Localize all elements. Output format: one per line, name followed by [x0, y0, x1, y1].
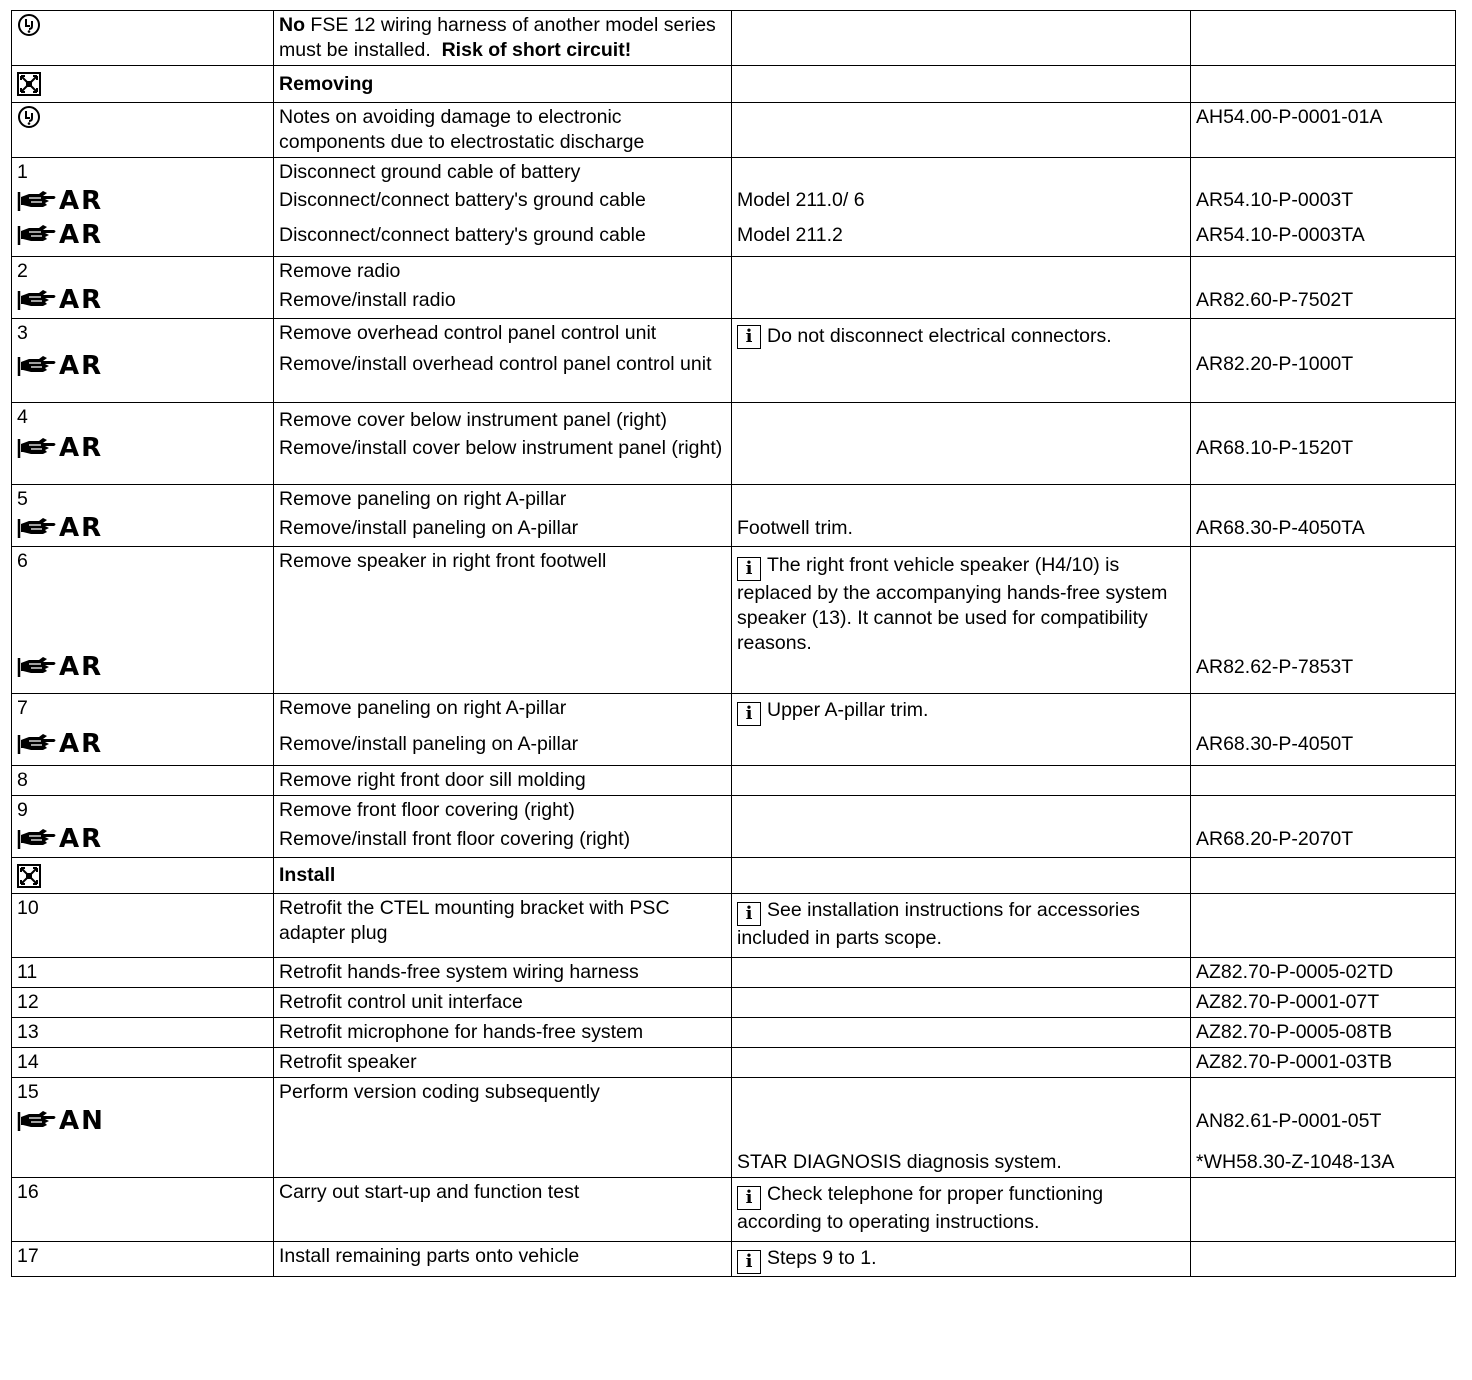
step-number-cell — [12, 894, 274, 958]
step-text-cell — [274, 1078, 732, 1178]
section-heading-install: Install — [279, 864, 336, 886]
step-number-cell — [12, 1078, 274, 1178]
step-text-cell — [274, 403, 732, 485]
note-cell — [732, 257, 1191, 319]
step-text-cell — [274, 958, 732, 988]
table-row — [12, 547, 1456, 694]
pointing-hand-icon — [17, 436, 57, 460]
section-heading-cell — [274, 66, 732, 103]
pointing-hand-icon — [17, 354, 57, 378]
ar-label: AR — [59, 729, 104, 759]
table-row — [12, 257, 1456, 319]
reference-cell — [1191, 1242, 1456, 1277]
pointing-hand-icon — [17, 732, 57, 756]
ar-reference-marker — [17, 286, 103, 314]
info-icon: i — [737, 325, 761, 349]
step-title: Retrofit control unit interface — [279, 991, 523, 1013]
step-text-cell — [274, 988, 732, 1018]
reference-link[interactable]: AR68.30-P-4050TA — [1196, 516, 1365, 539]
reference-link[interactable]: AR68.30-P-4050T — [1196, 732, 1354, 755]
pointing-hand-icon — [17, 655, 57, 679]
table-row — [12, 958, 1456, 988]
note-cell — [732, 403, 1191, 485]
ar-reference-marker — [17, 653, 103, 681]
step-text-cell — [274, 1242, 732, 1277]
reference-cell — [1191, 796, 1456, 858]
step-number-cell — [12, 158, 274, 257]
warning-bold-risk: Risk of short circuit! — [441, 39, 632, 61]
table-row — [12, 1048, 1456, 1078]
step-text-cell — [274, 485, 732, 547]
step-number: 9 — [17, 799, 28, 821]
note-cell — [732, 988, 1191, 1018]
info-icon: i — [737, 1250, 761, 1274]
info-icon: i — [737, 1186, 761, 1210]
reference-link[interactable]: AR82.20-P-1000T — [1196, 353, 1354, 375]
note-text: Footwell trim. — [737, 516, 853, 539]
ar-reference-marker — [17, 352, 103, 380]
step-text-cell — [274, 766, 732, 796]
step-number-cell — [12, 403, 274, 485]
step-text-cell — [274, 1178, 732, 1242]
step-number-cell — [12, 319, 274, 403]
reference-link[interactable]: AR82.62-P-7853T — [1196, 655, 1354, 678]
ar-label: AR — [59, 185, 104, 216]
step-number-cell — [12, 766, 274, 796]
ar-label: AR — [59, 220, 104, 250]
table-row — [12, 1178, 1456, 1242]
step-number: 4 — [17, 406, 28, 428]
step-title: Carry out start-up and function test — [279, 1181, 580, 1203]
table-row — [12, 1078, 1456, 1178]
exploded-view-icon — [17, 864, 41, 888]
step-number: 3 — [17, 322, 28, 344]
step-number: 8 — [17, 769, 28, 791]
reference-cell — [1191, 894, 1456, 958]
step-number: 13 — [17, 1021, 39, 1043]
reference-cell — [1191, 485, 1456, 547]
step-text-cell — [274, 257, 732, 319]
step-number-cell — [12, 988, 274, 1018]
sub-instruction: Remove/install front floor covering (right) — [279, 827, 631, 850]
step-text-cell — [274, 103, 732, 158]
reference-link[interactable]: AZ82.70-P-0005-02TD — [1196, 961, 1394, 983]
note-cell — [732, 796, 1191, 858]
reference-cell — [1191, 694, 1456, 766]
ar-reference-marker — [17, 514, 103, 542]
table-row — [12, 796, 1456, 858]
reference-link[interactable]: *WH58.30-Z-1048-13A — [1196, 1151, 1395, 1173]
icon-cell — [12, 858, 274, 894]
step-title: Remove right front door sill molding — [279, 769, 586, 791]
reference-cell — [1191, 1178, 1456, 1242]
table-row — [12, 319, 1456, 403]
table-row — [12, 858, 1456, 894]
step-title: Perform version coding subsequently — [279, 1081, 600, 1103]
table-row — [12, 766, 1456, 796]
sub-instruction: Remove/install cover below instrument panel (right) — [279, 437, 723, 459]
step-text-cell — [274, 894, 732, 958]
step-title: Remove paneling on right A-pillar — [279, 488, 567, 510]
pointing-hand-icon — [17, 516, 57, 540]
table-row — [12, 11, 1456, 66]
reference-link[interactable]: AZ82.70-P-0001-03TB — [1196, 1051, 1393, 1073]
section-heading-cell — [274, 858, 732, 894]
table-row — [12, 894, 1456, 958]
warning-text: FSE 12 wiring harness of another model series must be installed. — [279, 14, 722, 61]
reference-cell — [1191, 158, 1456, 257]
step-number-cell — [12, 1178, 274, 1242]
step-number: 5 — [17, 488, 28, 510]
warning-bold-no: No — [279, 14, 305, 36]
note-cell — [732, 858, 1191, 894]
exploded-view-icon — [17, 72, 41, 96]
reference-cell — [1191, 257, 1456, 319]
pointing-hand-icon — [17, 223, 57, 247]
ar-label: AR — [59, 433, 104, 463]
note-text: STAR DIAGNOSIS diagnosis system. — [737, 1151, 1062, 1173]
reference-cell — [1191, 1018, 1456, 1048]
step-title: Remove speaker in right front footwell — [279, 550, 607, 572]
ar-reference-marker — [17, 434, 103, 462]
note-cell — [732, 485, 1191, 547]
table-row — [12, 1242, 1456, 1277]
step-title: Remove paneling on right A-pillar — [279, 697, 567, 719]
reference-cell — [1191, 11, 1456, 66]
info-icon: i — [737, 702, 761, 726]
step-number-cell — [12, 547, 274, 694]
step-title: Remove cover below instrument panel (right) — [279, 409, 668, 431]
step-text-cell — [274, 1048, 732, 1078]
note-cell — [732, 766, 1191, 796]
esd-notes-text: Notes on avoiding damage to electronic components due to electrostatic discharge — [279, 106, 645, 153]
icon-cell — [12, 11, 274, 66]
info-note: Do not disconnect electrical connectors. — [767, 325, 1112, 347]
step-number: 12 — [17, 991, 39, 1013]
reference-link[interactable]: AZ82.70-P-0001-07T — [1196, 991, 1380, 1013]
table-row — [12, 988, 1456, 1018]
pointing-hand-icon — [17, 288, 57, 312]
reference-cell — [1191, 319, 1456, 403]
warning-icon — [17, 13, 41, 37]
step-title: Retrofit microphone for hands-free system — [279, 1021, 644, 1043]
step-title: Remove front floor covering (right) — [279, 799, 575, 821]
step-number: 6 — [17, 550, 28, 572]
reference-cell — [1191, 958, 1456, 988]
reference-link[interactable]: AZ82.70-P-0005-08TB — [1196, 1021, 1393, 1043]
note-cell — [732, 894, 1191, 958]
step-number-cell — [12, 1242, 274, 1277]
step-title: Retrofit the CTEL mounting bracket with PSC adapter plug — [279, 897, 670, 944]
model-note: Model 211.2 — [737, 223, 843, 246]
note-cell — [732, 66, 1191, 103]
pointing-hand-icon — [17, 827, 57, 851]
section-heading-removing: Removing — [279, 72, 374, 95]
reference-link[interactable]: AR68.10-P-1520T — [1196, 437, 1354, 459]
step-text-cell — [274, 11, 732, 66]
step-number: 2 — [17, 260, 28, 282]
step-text-cell — [274, 1018, 732, 1048]
step-title: Retrofit speaker — [279, 1051, 417, 1073]
reference-cell — [1191, 1048, 1456, 1078]
icon-cell — [12, 103, 274, 158]
sub-instruction: Remove/install paneling on A-pillar — [279, 732, 579, 755]
step-number: 7 — [17, 697, 28, 719]
ar-reference-marker — [17, 187, 103, 215]
reference-link[interactable]: AR82.60-P-7502T — [1196, 288, 1354, 311]
ar-reference-marker — [17, 730, 103, 758]
esd-reference-link[interactable]: AH54.00-P-0001-01A — [1196, 106, 1383, 128]
info-note: Steps 9 to 1. — [767, 1247, 877, 1269]
reference-link[interactable]: AR54.10-P-0003T — [1196, 189, 1354, 211]
info-note: See installation instructions for accessories included in parts scope. — [737, 899, 1140, 949]
step-title: Disconnect ground cable of battery — [279, 161, 581, 183]
table-row — [12, 66, 1456, 103]
step-text-cell — [274, 158, 732, 257]
reference-cell — [1191, 547, 1456, 694]
procedure-table — [11, 10, 1456, 1277]
step-number: 10 — [17, 897, 39, 919]
reference-cell — [1191, 988, 1456, 1018]
step-text-cell — [274, 796, 732, 858]
info-note: The right front vehicle speaker (H4/10) is replaced by the accompanying hands-free system speaker (13). It cannot be used for compatibility reasons. — [737, 554, 1168, 654]
table-row — [12, 403, 1456, 485]
step-number-cell — [12, 257, 274, 319]
icon-cell — [12, 66, 274, 103]
reference-cell — [1191, 766, 1456, 796]
reference-cell — [1191, 103, 1456, 158]
reference-cell — [1191, 403, 1456, 485]
note-cell — [732, 1078, 1191, 1178]
step-number: 15 — [17, 1081, 39, 1103]
sub-instruction: Disconnect/connect battery's ground cable — [279, 223, 646, 246]
table-row — [12, 158, 1456, 257]
warning-icon — [17, 105, 41, 129]
ar-reference-marker — [17, 221, 103, 249]
reference-link[interactable]: AR68.20-P-2070T — [1196, 827, 1354, 850]
sub-instruction: Remove/install overhead control panel control unit — [279, 353, 712, 375]
note-cell — [732, 1242, 1191, 1277]
an-reference-marker — [17, 1107, 105, 1135]
reference-cell — [1191, 858, 1456, 894]
step-number-cell — [12, 694, 274, 766]
step-number-cell — [12, 1018, 274, 1048]
ar-reference-marker — [17, 825, 103, 853]
step-number: 1 — [17, 161, 28, 183]
an-label: AN — [59, 1106, 105, 1136]
info-note: Upper A-pillar trim. — [767, 699, 929, 721]
step-number-cell — [12, 1048, 274, 1078]
step-number-cell — [12, 485, 274, 547]
note-cell — [732, 1018, 1191, 1048]
step-text-cell — [274, 547, 732, 694]
step-number: 11 — [17, 961, 38, 983]
step-title: Install remaining parts onto vehicle — [279, 1245, 580, 1267]
sub-instruction: Remove/install radio — [279, 288, 456, 311]
step-number: 17 — [17, 1245, 39, 1267]
step-number: 16 — [17, 1181, 39, 1203]
note-cell — [732, 1048, 1191, 1078]
note-cell — [732, 158, 1191, 257]
sub-instruction: Disconnect/connect battery's ground cable — [279, 189, 646, 211]
note-cell — [732, 11, 1191, 66]
step-text-cell — [274, 694, 732, 766]
step-number-cell — [12, 958, 274, 988]
note-cell — [732, 1178, 1191, 1242]
note-cell — [732, 319, 1191, 403]
table-row — [12, 1018, 1456, 1048]
reference-cell — [1191, 66, 1456, 103]
step-title: Remove radio — [279, 260, 401, 282]
table-row — [12, 694, 1456, 766]
sub-instruction: Remove/install paneling on A-pillar — [279, 516, 579, 539]
table-row — [12, 485, 1456, 547]
step-text-cell — [274, 319, 732, 403]
step-number-cell — [12, 796, 274, 858]
ar-label: AR — [59, 285, 104, 315]
ar-label: AR — [59, 351, 104, 381]
step-number: 14 — [17, 1051, 39, 1073]
ar-label: AR — [59, 513, 104, 543]
note-cell — [732, 958, 1191, 988]
model-note: Model 211.0/ 6 — [737, 189, 865, 211]
note-cell — [732, 694, 1191, 766]
reference-cell — [1191, 1078, 1456, 1178]
ar-label: AR — [59, 824, 104, 854]
step-title: Remove overhead control panel control unit — [279, 322, 657, 344]
step-title: Retrofit hands-free system wiring harness — [279, 961, 639, 983]
note-cell — [732, 103, 1191, 158]
note-cell — [732, 547, 1191, 694]
pointing-hand-icon — [17, 1109, 57, 1133]
table-row — [12, 103, 1456, 158]
pointing-hand-icon — [17, 189, 57, 213]
info-note: Check telephone for proper functioning according to operating instructions. — [737, 1183, 1104, 1233]
reference-link[interactable]: AR54.10-P-0003TA — [1196, 223, 1365, 246]
ar-label: AR — [59, 652, 104, 682]
info-icon: i — [737, 902, 761, 926]
reference-link[interactable]: AN82.61-P-0001-05T — [1196, 1109, 1382, 1132]
info-icon: i — [737, 557, 761, 581]
